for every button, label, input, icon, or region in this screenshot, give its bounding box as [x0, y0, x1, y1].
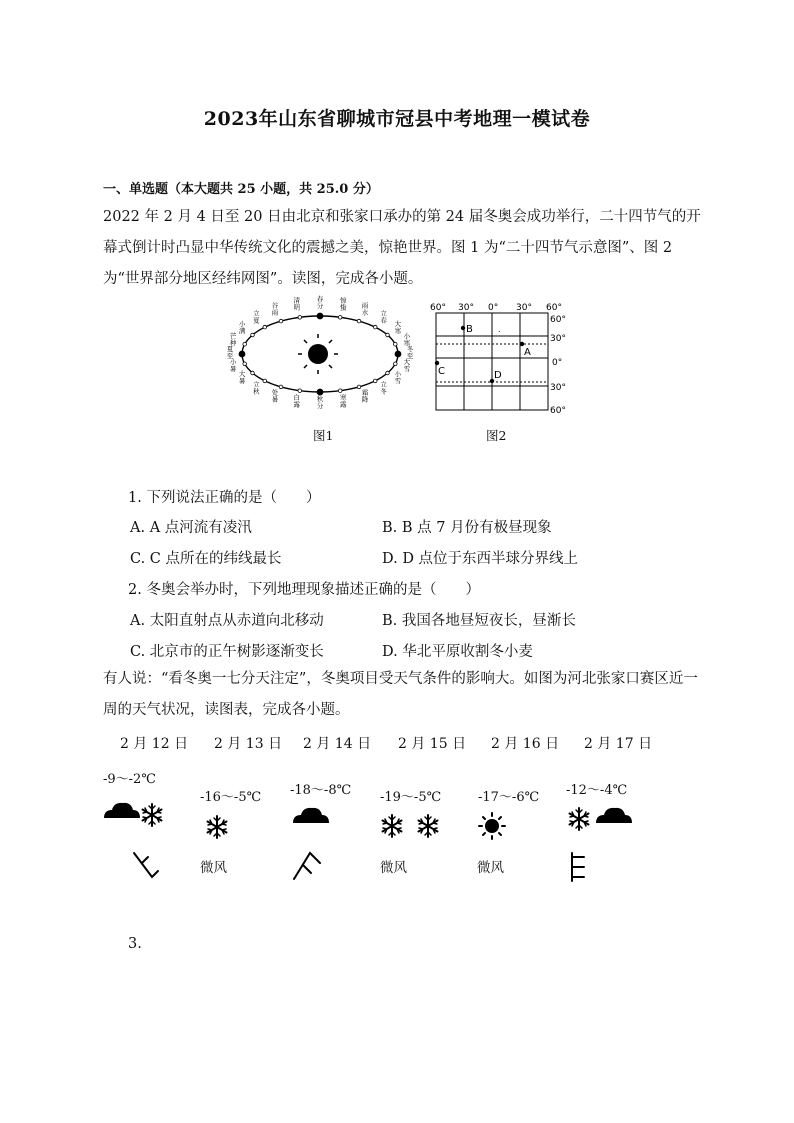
- solar-term-dot: [279, 385, 283, 389]
- weather-wind: 微风: [380, 860, 407, 876]
- weather-temp: -19～-5℃: [380, 790, 442, 805]
- solar-term-label: 惊蛰: [340, 296, 347, 312]
- solar-term-dot: [243, 362, 247, 366]
- solar-term-label: 立春: [380, 309, 387, 325]
- weather-temp: -16～-5℃: [200, 790, 262, 805]
- solar-term-label: 立夏: [253, 309, 260, 325]
- intro2-paragraph: 有人说：“看冬奥一七分天注定”，冬奥项目受天气条件的影响大。如图为河北张家口赛区近一周的天气状况，读图表，完成各小题。: [103, 671, 698, 718]
- solar-term-dot: [243, 342, 247, 346]
- solar-term-dot: [386, 371, 390, 375]
- lat-label: 60°: [550, 315, 566, 325]
- point-a-label: A: [524, 347, 531, 358]
- q1-option-d[interactable]: D. D 点位于东西半球分界线上: [382, 551, 579, 567]
- cloud-icon: [596, 808, 632, 823]
- solar-term-label: 春分: [316, 295, 324, 310]
- solar-term-dot: [394, 342, 398, 346]
- solar-term-dot: [338, 316, 342, 320]
- solar-term-label: 白露: [293, 393, 300, 409]
- snowflake-icon: [570, 808, 589, 830]
- cloud-icon: [104, 803, 140, 818]
- solar-term-label: 谷雨: [271, 301, 279, 317]
- lon-label: 60°: [546, 303, 562, 313]
- solar-term-dot: [394, 362, 398, 366]
- weather-wind: 微风: [477, 860, 504, 876]
- solar-term-dot: [317, 313, 323, 319]
- solar-term-label: 立冬: [380, 380, 387, 396]
- solar-term-dot: [373, 325, 377, 329]
- solar-term-dot: [298, 316, 302, 320]
- q2-option-d[interactable]: D. 华北平原收割冬小麦: [382, 644, 533, 660]
- wind-barb-icon: [572, 853, 584, 881]
- weather-temp: -9～-2℃: [103, 772, 156, 787]
- lat-label: 60°: [550, 406, 566, 416]
- solar-term-dot: [357, 319, 361, 323]
- question-3-stem: 3.: [128, 936, 142, 952]
- wind-barb-icon: [134, 853, 158, 877]
- weather-date: 2 月 16 日: [491, 736, 560, 752]
- question-2-stem: 2. 冬奥会举办时，下列地理现象描述正确的是（ ）: [128, 582, 480, 598]
- sun-icon: [479, 813, 505, 839]
- question-1-stem: 1. 下列说法正确的是（ ）: [128, 490, 321, 506]
- point-b-label: B: [466, 324, 473, 335]
- solar-term-dot: [357, 385, 361, 389]
- snowflake-icon: [208, 816, 227, 838]
- solar-term-dot: [279, 319, 283, 323]
- q2-option-a[interactable]: A. 太阳直射点从赤道向北移动: [130, 613, 324, 629]
- weather-temp: -17～-6℃: [478, 790, 540, 805]
- weather-date: 2 月 13 日: [214, 736, 283, 752]
- weather-wind: 微风: [200, 860, 227, 876]
- solar-term-label: 小雪: [394, 370, 402, 385]
- weather-date: 2 月 17 日: [584, 736, 653, 752]
- figure2-caption: 图2: [486, 428, 507, 443]
- q1-option-b[interactable]: B. B 点 7 月份有极昼现象: [382, 520, 552, 536]
- lon-label: 0°: [488, 303, 499, 313]
- solar-term-label: 小满: [238, 320, 246, 335]
- lat-label: 30°: [550, 334, 566, 344]
- solar-term-label: 小寒: [403, 332, 411, 348]
- solar-term-label: 冬至: [406, 345, 414, 360]
- solar-term-label: 雨水: [361, 301, 369, 317]
- solar-term-label: 大雪: [403, 357, 411, 373]
- solar-term-label: 立秋: [253, 380, 260, 396]
- point-d-label: D: [494, 370, 502, 381]
- solar-term-dot: [239, 351, 245, 357]
- solar-term-dot: [338, 389, 342, 393]
- weather-date: 2 月 12 日: [120, 736, 189, 752]
- figure1-caption: 图1: [313, 428, 334, 443]
- point-c: [435, 361, 439, 365]
- intro-paragraph: 2022 年 2 月 4 日至 20 日由北京和张家口承办的第 24 届冬奥会成功举行，二十四节气的开幕式倒计时凸显中华传统文化的震撼之美，惊艳世界。图 1 为“二十四节气示意图”、图 2 为“世界部分地区经纬网图”。读图，完成各小题。: [103, 209, 701, 287]
- solar-term-dot: [373, 379, 377, 383]
- lon-label: 30°: [458, 303, 474, 313]
- q2-option-c[interactable]: C. 北京市的正午树影逐渐变长: [130, 644, 324, 660]
- weather-date: 2 月 15 日: [398, 736, 467, 752]
- q1-option-a[interactable]: A. A 点河流有凌汛: [130, 520, 252, 536]
- solar-term-label: 芒种: [229, 332, 237, 348]
- weather-temp: -12～-4℃: [566, 783, 628, 798]
- solar-term-dot: [395, 351, 401, 357]
- solar-term-dot: [298, 389, 302, 393]
- point-b: [461, 326, 465, 330]
- solar-term-dot: [263, 325, 267, 329]
- solar-term-dot: [251, 371, 255, 375]
- section-heading: 一、单选题（本大题共 25 小题，共 25.0 分）: [103, 182, 379, 197]
- cloud-icon: [293, 808, 329, 823]
- solar-term-label: 夏至: [226, 345, 234, 360]
- solar-term-label: 大暑: [238, 370, 246, 385]
- lon-label: 30°: [516, 303, 532, 313]
- wind-barb-icon: [294, 853, 320, 879]
- solar-term-dot: [263, 379, 267, 383]
- snowflake-icon: [383, 815, 402, 837]
- latlong-grid-diagram: [428, 300, 574, 420]
- q2-option-b[interactable]: B. 我国各地昼短夜长，昼渐长: [382, 613, 576, 629]
- point-a: [520, 342, 524, 346]
- page-title: 2023年山东省聊城市冠县中考地理一模试卷: [203, 108, 591, 130]
- solar-term-label: 大寒: [394, 320, 402, 335]
- sun-icon: [298, 334, 338, 374]
- solar-term-dot: [386, 333, 390, 337]
- solar-term-label: 小暑: [229, 357, 237, 373]
- solar-term-label: 寒露: [340, 393, 347, 409]
- lat-label: 0°: [552, 358, 563, 368]
- snowflake-icon: [143, 804, 162, 826]
- weather-date: 2 月 14 日: [303, 736, 372, 752]
- q1-option-c[interactable]: C. C 点所在的纬线最长: [130, 551, 282, 567]
- weather-temp: -18～-8℃: [290, 783, 352, 798]
- lat-label: 30°: [550, 383, 566, 393]
- solar-term-label: 处暑: [271, 388, 279, 404]
- solar-term-label: 秋分: [316, 395, 324, 410]
- lon-label: 60°: [430, 303, 446, 313]
- solar-terms-diagram: [222, 294, 418, 422]
- svg-text:.: .: [498, 325, 501, 334]
- solar-term-dot: [251, 333, 255, 337]
- solar-term-label: 霜降: [361, 388, 369, 404]
- snowflake-icon: [419, 815, 438, 837]
- point-c-label: C: [438, 366, 445, 377]
- solar-term-label: 清明: [293, 296, 300, 312]
